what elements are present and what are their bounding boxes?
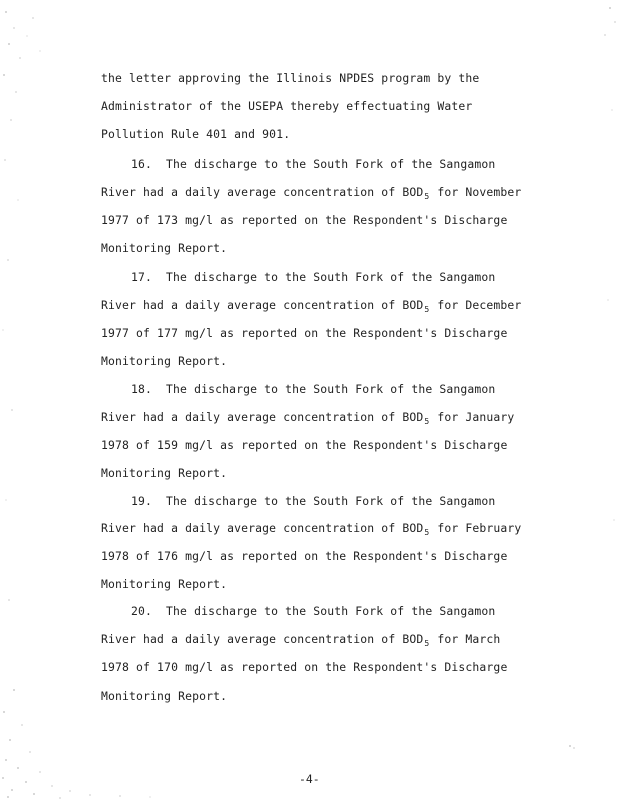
paragraph-17-line-3: 1977 of 177 mg/l as reported on the Respondent's Discharge [101,326,508,340]
paragraph-19-line-1 [131,494,495,508]
page-number: -4- [299,772,320,786]
paragraph-17-line-4: Monitoring Report. [101,354,228,368]
paragraph-16-line-2 [101,185,521,201]
bod-subscript: 5 [424,417,430,426]
paragraph-19-line-3: 1978 of 176 mg/l as reported on the Respondent's Discharge [101,549,508,563]
paragraph-number: 20. [131,604,153,618]
paragraph-text: for January [437,410,515,424]
paragraph-text: River had a daily average concentration of BOD [101,298,424,312]
paragraph-text: River had a daily average concentration of BOD [101,632,424,646]
paragraph-text: for December [437,298,522,312]
paragraph-number: 19. [131,494,153,508]
paragraph-text: for November [437,185,522,199]
paragraph-18-line-2 [101,410,514,426]
paragraph-20-line-2 [101,632,500,648]
paragraph-18-line-4: Monitoring Report. [101,466,228,480]
paragraph-text: River had a daily average concentration of BOD [101,410,424,424]
paragraph-text: for March [437,632,501,646]
paragraph-17-line-1 [131,270,495,284]
paragraph-16-line-4: Monitoring Report. [101,241,228,255]
intro-line-1: the letter approving the Illinois NPDES program by the [101,71,480,85]
paragraph-20-line-4: Monitoring Report. [101,689,228,703]
paragraph-text: River had a daily average concentration of BOD [101,521,424,535]
paragraph-18-line-1 [131,382,495,396]
paragraph-text: The discharge to the South Fork of the Sangamon [166,494,496,508]
bod-subscript: 5 [424,192,430,201]
paragraph-text: River had a daily average concentration of BOD [101,185,424,199]
bod-subscript: 5 [424,305,430,314]
bod-subscript: 5 [424,528,430,537]
paragraph-text: The discharge to the South Fork of the Sangamon [166,157,496,171]
paragraph-text: for February [437,521,522,535]
bod-subscript: 5 [424,639,430,648]
paragraph-text: The discharge to the South Fork of the Sangamon [166,604,496,618]
paragraph-text: The discharge to the South Fork of the Sangamon [166,270,496,284]
paragraph-16-line-3: 1977 of 173 mg/l as reported on the Respondent's Discharge [101,213,508,227]
paragraph-20-line-1 [131,604,495,618]
paragraph-19-line-4: Monitoring Report. [101,577,228,591]
paragraph-text: The discharge to the South Fork of the Sangamon [166,382,496,396]
intro-line-2: Administrator of the USEPA thereby effectuating Water [101,99,473,113]
paragraph-17-line-2 [101,298,521,314]
intro-line-3: Pollution Rule 401 and 901. [101,127,291,141]
paragraph-number: 16. [131,157,153,171]
paragraph-19-line-2 [101,521,521,537]
paragraph-number: 18. [131,382,153,396]
paragraph-16-line-1 [131,157,495,171]
paragraph-number: 17. [131,270,153,284]
paragraph-18-line-3: 1978 of 159 mg/l as reported on the Respondent's Discharge [101,438,508,452]
paragraph-20-line-3: 1978 of 170 mg/l as reported on the Respondent's Discharge [101,660,508,674]
